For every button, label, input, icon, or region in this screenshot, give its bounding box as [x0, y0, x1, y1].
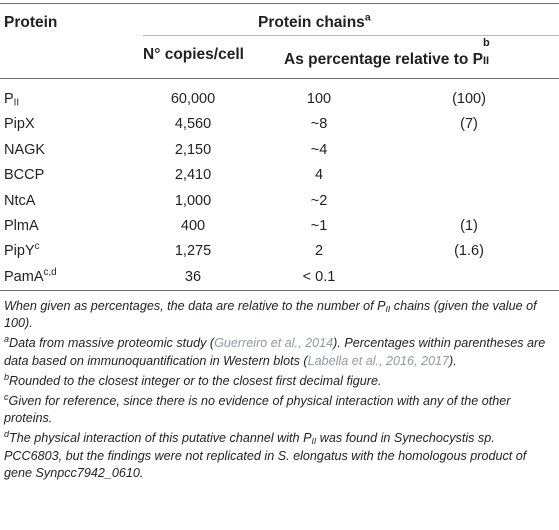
citation-link-guerreiro[interactable]: Guerreiro et al., 2014 — [214, 336, 334, 351]
protein-chains-header: Protein chains$^a$ — [258, 11, 371, 31]
row-protein-name: $P_{II}$ — [4, 91, 20, 109]
row-copies-value: 2,150 — [174, 142, 212, 158]
row-protein-name: PlmA — [4, 218, 39, 234]
header-bottom-rule — [0, 78, 559, 79]
row-copies-value: 2,410 — [174, 167, 212, 183]
col-copies-header: N° copies/cell — [143, 46, 244, 63]
row-protein-name: NtcA — [4, 193, 36, 209]
row-immuno-value: (1.6) — [454, 243, 484, 259]
top-rule — [0, 3, 559, 4]
row-protein-name: PipY$^c$ — [4, 240, 40, 259]
row-percentage-value: 2 — [314, 243, 324, 259]
row-copies-value: 4,560 — [174, 116, 212, 132]
row-copies-value: 60,000 — [170, 91, 216, 107]
row-percentage-value: < 0.1 — [302, 269, 336, 285]
table-bottom-rule — [0, 290, 559, 291]
row-immuno-value: (7) — [460, 116, 478, 132]
row-copies-value: 1,000 — [174, 193, 212, 209]
row-percentage-value: ~2 — [310, 193, 328, 209]
group-header-rule — [143, 35, 559, 36]
col-protein-header: Protein — [4, 14, 58, 31]
row-protein-name: NAGK — [4, 142, 46, 158]
footnote-b: $^b$Rounded to the closest integer or to the closest first decimal figure. — [4, 371, 382, 388]
row-immuno-value: (1) — [460, 218, 478, 234]
row-protein-name: BCCP — [4, 167, 45, 183]
footnotes — [4, 298, 556, 482]
row-protein-name: PamA$^{c,d}$ — [4, 266, 57, 285]
row-protein-name: PipX — [4, 116, 35, 132]
row-immuno-value: (100) — [452, 91, 486, 107]
row-percentage-value: ~1 — [310, 218, 328, 234]
footnote-general: When given as percentages, the data are relative to the number of $P_{II}$ chains (given the value of 100). — [4, 299, 537, 331]
row-copies-value: 1,275 — [174, 243, 212, 259]
footnote-c: $^c$Given for reference, since there is no evidence of physical interaction with any of the other proteins. — [4, 392, 511, 426]
footnote-a: $^a$Data from massive proteomic study (Guerreiro et al., 2014). Percentages within parentheses are data based on immunoquantification in Western blots (Labella et al., 2016, 2017). — [4, 334, 546, 368]
row-copies-value: 400 — [180, 218, 206, 234]
row-percentage-value: 100 — [306, 91, 332, 107]
row-percentage-value: ~4 — [310, 142, 328, 158]
row-copies-value: 36 — [184, 269, 202, 285]
col-percentage-header: As percentage relative to P b II — [284, 46, 497, 69]
pii-scripts: b II — [483, 37, 490, 67]
row-percentage-value: 4 — [314, 167, 324, 183]
citation-link-labella[interactable]: Labella et al., 2016, 2017 — [307, 353, 450, 368]
footnote-d: $^d$The physical interaction of this putative channel with $P_{II}$ was found in Synechocystis sp. PCC6803, but the findings were not replicated in S. elongatus with the homologous product of gene Synpcc7942_0610. — [4, 429, 527, 480]
row-percentage-value: ~8 — [310, 116, 328, 132]
